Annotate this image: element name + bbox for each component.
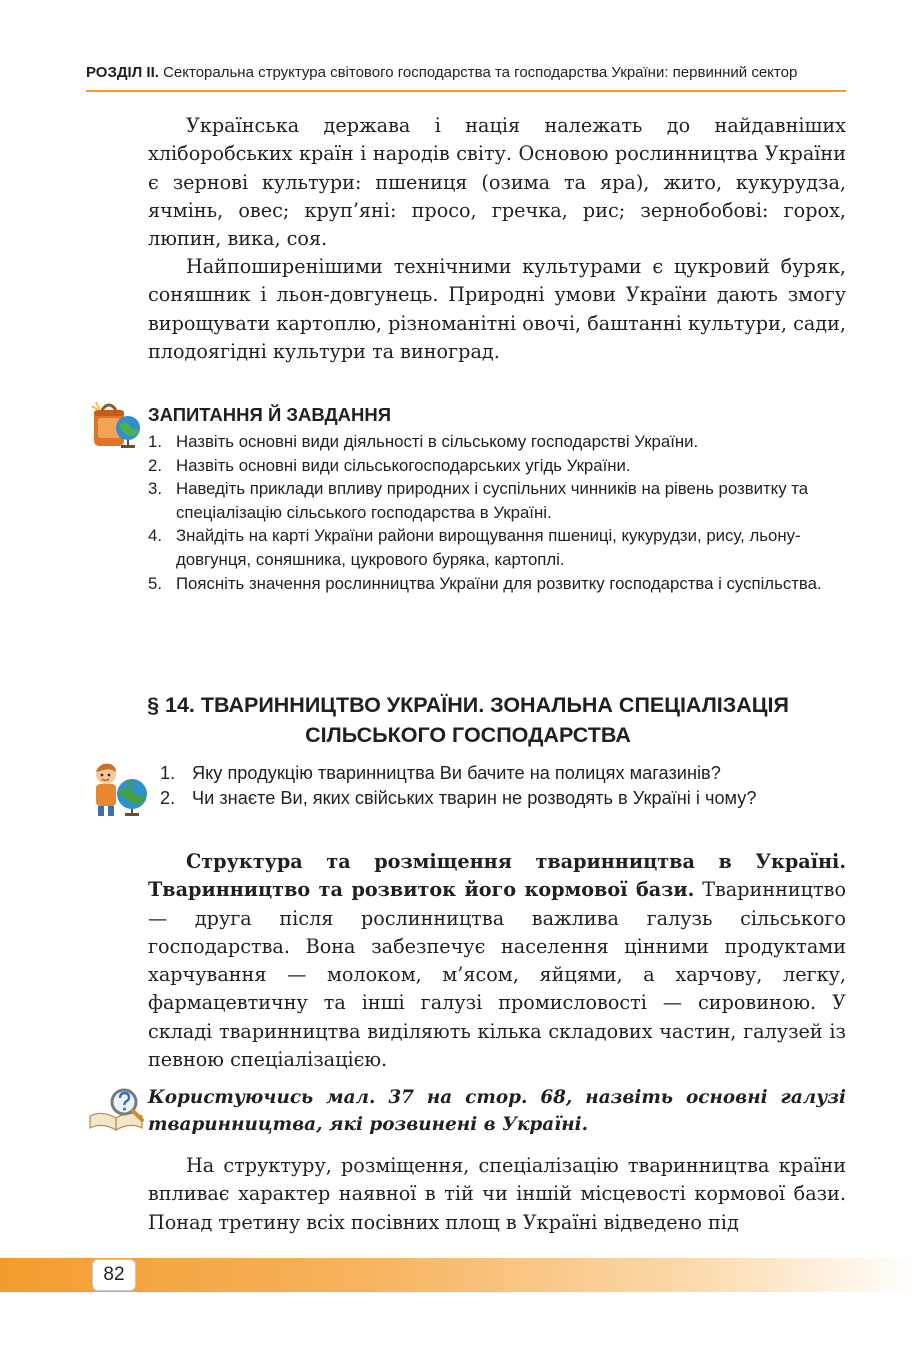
list-item xyxy=(148,572,848,596)
question-text: Назвіть основні види діяльності в сільському господарстві України. xyxy=(176,432,699,451)
paragraph-livestock-structure xyxy=(148,848,846,1074)
question-text: Чи знаєте Ви, яких свійських тварин не розводять в Україні і чому? xyxy=(192,787,757,808)
list-item xyxy=(148,430,848,454)
question-number: 2. xyxy=(148,455,162,475)
page-number: 82 xyxy=(92,1259,136,1291)
header-section-title: Секторальна структура світового господарства та господарства України: первинний сектор xyxy=(163,64,798,81)
book-question-icon xyxy=(88,1086,146,1134)
list-item xyxy=(148,454,848,478)
list-item xyxy=(160,761,848,786)
paragraph-body: Тваринництво — друга після рослинництва важлива галузь сільського господарства. Вона забезпечує населення цінними продуктами харчування — молоком, м’ясом, яйцями, а харчову, легку, фармацевтичну та інші галузі промисловості — сировиною. У складі тваринництва виділяють кілька складових частин, галузей із певною спеціалізацією. xyxy=(148,878,846,1072)
task-instruction: Користуючись мал. 37 на стор. 68, назвіть основні галузі тваринництва, які розвинені в Україні. xyxy=(148,1087,846,1135)
question-number: 1. xyxy=(160,763,176,783)
question-text: Наведіть приклади впливу природних і суспільних чинників на рівень розвитку та спеціалізацію сільського господарства в Україні. xyxy=(176,479,809,522)
list-item xyxy=(148,477,848,524)
question-number: 2. xyxy=(160,787,176,808)
question-number: 5. xyxy=(148,573,162,593)
question-text: Яку продукцію тваринництва Ви бачите на полицях магазинів? xyxy=(192,763,721,783)
question-text: Поясніть значення рослинництва України для розвитку господарства і суспільства. xyxy=(176,573,822,593)
intro-questions-list xyxy=(160,761,848,810)
backpack-globe-icon xyxy=(90,398,144,452)
question-number: 4. xyxy=(148,526,162,546)
paragraph-grain-crops: Українська держава і нація належать до найдавніших хліборобських країн і народів світу. Основою рослинництва України є зернові культури: пшениця (озима та яра), жито, кукурудза, ячмінь, овес; круп’яні: просо, гречка, рис; зернобобові: горох, люпин, вика, соя. xyxy=(148,114,846,251)
section-title xyxy=(90,690,846,750)
header-rule xyxy=(86,90,846,92)
list-item xyxy=(148,524,848,571)
question-number: 3. xyxy=(148,479,162,499)
footer-band xyxy=(0,1258,918,1292)
paragraph-feed-base: На структуру, розміщення, спеціалізацію тваринництва країни впливає характер наявної в тій чи іншій місцевості кормової бази. Понад третину всіх посівних площ в Україні відведено під xyxy=(148,1154,846,1234)
list-item xyxy=(160,786,848,811)
question-number: 1. xyxy=(148,432,162,451)
question-text: Знайдіть на карті України райони вирощування пшениці, кукурудзи, рису, льону-довгунця, соняшника, цукрового буряка, картоплі. xyxy=(176,526,801,569)
header-section-label: РОЗДІЛ ІІ. xyxy=(86,64,159,81)
question-text: Назвіть основні види сільськогосподарських угідь України. xyxy=(176,455,631,475)
running-header xyxy=(86,64,846,81)
paragraph-technical-crops: Найпоширенішими технічними культурами є цукровий буряк, соняшник і льон-довгунець. Природні умови України дають змогу вирощувати картоплю, різноманітні овочі, баштанні культури, сади, плодоягідні культури та виноград. xyxy=(148,255,846,363)
kids-globe-icon xyxy=(90,760,150,818)
section-title-line-1: § 14. ТВАРИННИЦТВО УКРАЇНИ. ЗОНАЛЬНА СПЕЦІАЛІЗАЦІЯ xyxy=(147,693,789,717)
section-title-line-2: СІЛЬСЬКОГО ГОСПОДАРСТВА xyxy=(305,723,631,747)
paragraph-lead-heading: Структура та розміщення тваринництва в Україні. Тваринництво та розвиток його кормової бази. xyxy=(148,850,846,902)
questions-list xyxy=(148,430,848,595)
questions-title: ЗАПИТАННЯ Й ЗАВДАННЯ xyxy=(148,404,392,425)
